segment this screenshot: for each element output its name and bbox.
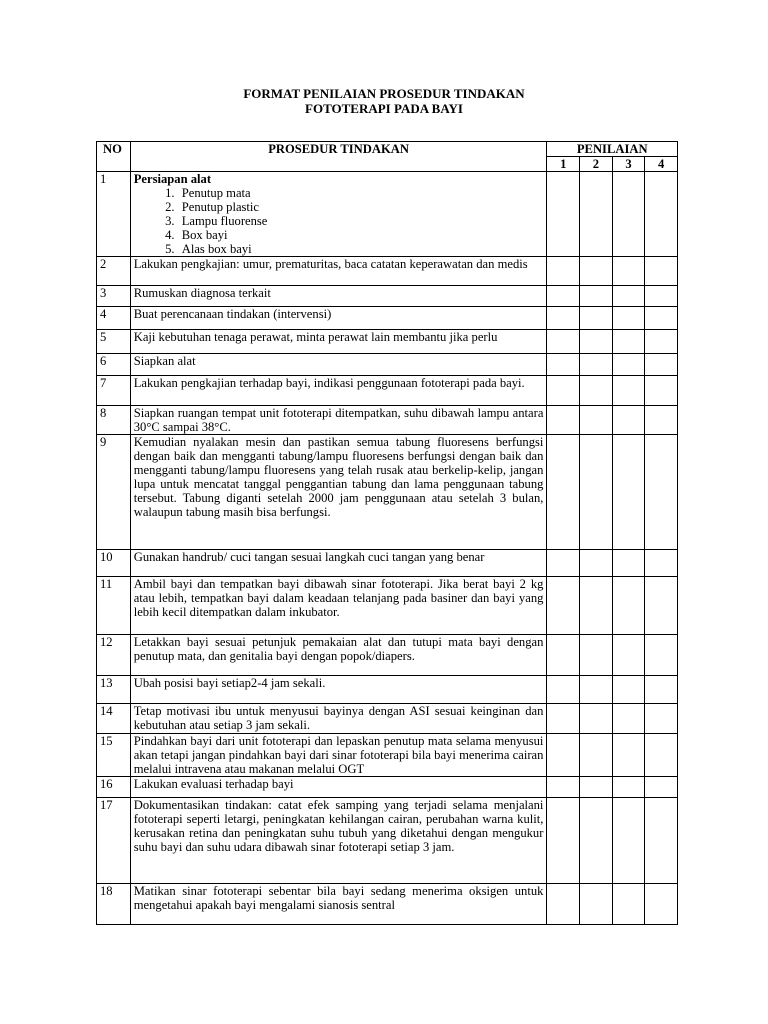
score-cell-1[interactable] xyxy=(547,406,580,435)
procedure-text: Siapkan ruangan tempat unit fototerapi ditempatkan, suhu dibawah lampu antara 30°C sampai 38°C. xyxy=(130,406,547,435)
table-row xyxy=(97,734,678,777)
score-cell-1[interactable] xyxy=(547,798,580,884)
procedure-text: Rumuskan diagnosa terkait xyxy=(130,286,547,307)
score-cell-2[interactable] xyxy=(580,286,613,307)
document-title xyxy=(0,86,768,116)
score-cell-4[interactable] xyxy=(645,577,678,635)
row-number: 5 xyxy=(97,330,131,354)
score-cell-1[interactable] xyxy=(547,777,580,798)
score-cell-3[interactable] xyxy=(612,307,645,330)
score-cell-2[interactable] xyxy=(580,257,613,286)
score-cell-4[interactable] xyxy=(645,550,678,577)
procedure-text: Lakukan evaluasi terhadap bayi xyxy=(130,777,547,798)
row-number: 12 xyxy=(97,635,131,676)
score-cell-1[interactable] xyxy=(547,635,580,676)
tools-heading: Persiapan alat xyxy=(133,172,212,186)
row-number: 14 xyxy=(97,704,131,734)
score-cell-1[interactable] xyxy=(547,884,580,925)
score-cell-3[interactable] xyxy=(612,676,645,704)
row-number: 9 xyxy=(97,435,131,550)
score-cell-2[interactable] xyxy=(580,676,613,704)
table-row xyxy=(97,354,678,376)
score-cell-1[interactable] xyxy=(547,286,580,307)
table-row xyxy=(97,330,678,354)
score-cell-2[interactable] xyxy=(580,376,613,406)
row-number: 16 xyxy=(97,777,131,798)
score-cell-2[interactable] xyxy=(580,777,613,798)
score-cell-2[interactable] xyxy=(580,734,613,777)
score-cell-3[interactable] xyxy=(612,435,645,550)
title-line-2: FOTOTERAPI PADA BAYI xyxy=(305,101,463,116)
procedure-text: Dokumentasikan tindakan: catat efek samping yang terjadi selama menjalani fototerapi seperti letargi, peningkatan kehilangan cairan, perubahan warna kulit, kerusakan retina dan peningkatan suhu tubuh yang diketahui dengan mengukur suhu bayi dan suhu udara dibawah sinar fototerapi setiap 3 jam. xyxy=(130,798,547,884)
procedure-text: Matikan sinar fototerapi sebentar bila bayi sedang menerima oksigen untuk mengetahui apakah bayi mengalami sianosis sentral xyxy=(130,884,547,925)
header-score-4: 4 xyxy=(645,157,678,172)
score-cell-4[interactable] xyxy=(645,172,678,257)
score-cell-1[interactable] xyxy=(547,734,580,777)
header-no: NO xyxy=(97,142,131,172)
procedure-text: Ubah posisi bayi setiap2-4 jam sekali. xyxy=(130,676,547,704)
procedure-text: Letakkan bayi sesuai petunjuk pemakaian alat dan tutupi mata bayi dengan penutup mata, dan genitalia bayi dengan popok/diapers. xyxy=(130,635,547,676)
score-cell-3[interactable] xyxy=(612,734,645,777)
score-cell-3[interactable] xyxy=(612,577,645,635)
score-cell-2[interactable] xyxy=(580,330,613,354)
header-score-2: 2 xyxy=(580,157,613,172)
row-number: 8 xyxy=(97,406,131,435)
score-cell-4[interactable] xyxy=(645,435,678,550)
procedure-text: Siapkan alat xyxy=(130,354,547,376)
tool-item: 5. Alas box bayi xyxy=(178,242,544,256)
score-cell-4[interactable] xyxy=(645,798,678,884)
score-cell-3[interactable] xyxy=(612,406,645,435)
procedure-text: Lakukan pengkajian: umur, prematuritas, baca catatan keperawatan dan medis xyxy=(130,257,547,286)
tool-item: 2. Penutup plastic xyxy=(178,200,544,214)
score-cell-4[interactable] xyxy=(645,354,678,376)
score-cell-1[interactable] xyxy=(547,550,580,577)
score-cell-2[interactable] xyxy=(580,798,613,884)
procedure-text: Gunakan handrub/ cuci tangan sesuai langkah cuci tangan yang benar xyxy=(130,550,547,577)
procedure-text: Kaji kebutuhan tenaga perawat, minta perawat lain membantu jika perlu xyxy=(130,330,547,354)
procedure-cell xyxy=(130,172,547,257)
table-row xyxy=(97,286,678,307)
row-number: 1 xyxy=(97,172,131,257)
table-row xyxy=(97,798,678,884)
tools-list xyxy=(134,186,544,256)
score-cell-1[interactable] xyxy=(547,577,580,635)
header-score-1: 1 xyxy=(547,157,580,172)
score-cell-3[interactable] xyxy=(612,798,645,884)
score-cell-1[interactable] xyxy=(547,704,580,734)
score-cell-4[interactable] xyxy=(645,286,678,307)
tool-item: 4. Box bayi xyxy=(178,228,544,242)
row-number: 10 xyxy=(97,550,131,577)
tool-item: 3. Lampu fluorense xyxy=(178,214,544,228)
table-row xyxy=(97,257,678,286)
procedure-text: Tetap motivasi ibu untuk menyusui bayinya dengan ASI sesuai keinginan dan kebutuhan atau setiap 3 jam sekali. xyxy=(130,704,547,734)
score-cell-4[interactable] xyxy=(645,734,678,777)
tool-item: 1. Penutup mata xyxy=(178,186,544,200)
score-cell-3[interactable] xyxy=(612,376,645,406)
score-cell-1[interactable] xyxy=(547,330,580,354)
score-cell-1[interactable] xyxy=(547,257,580,286)
score-cell-4[interactable] xyxy=(645,884,678,925)
table-row xyxy=(97,577,678,635)
table-row xyxy=(97,172,678,257)
score-cell-2[interactable] xyxy=(580,577,613,635)
score-cell-4[interactable] xyxy=(645,330,678,354)
score-cell-2[interactable] xyxy=(580,172,613,257)
score-cell-1[interactable] xyxy=(547,307,580,330)
row-number: 13 xyxy=(97,676,131,704)
row-number: 17 xyxy=(97,798,131,884)
table-row xyxy=(97,435,678,550)
score-cell-1[interactable] xyxy=(547,376,580,406)
score-cell-2[interactable] xyxy=(580,307,613,330)
score-cell-3[interactable] xyxy=(612,354,645,376)
score-cell-1[interactable] xyxy=(547,354,580,376)
table-row xyxy=(97,884,678,925)
score-cell-1[interactable] xyxy=(547,676,580,704)
assessment-table xyxy=(96,141,678,925)
row-number: 18 xyxy=(97,884,131,925)
score-cell-4[interactable] xyxy=(645,307,678,330)
procedure-text: Ambil bayi dan tempatkan bayi dibawah sinar fototerapi. Jika berat bayi 2 kg atau lebih, tempatkan bayi dalam keadaan telanjang pada basiner dan bayi yang lebih kecil ditempatkan dalam inkubator. xyxy=(130,577,547,635)
score-cell-1[interactable] xyxy=(547,172,580,257)
score-cell-2[interactable] xyxy=(580,550,613,577)
row-number: 15 xyxy=(97,734,131,777)
table-row xyxy=(97,704,678,734)
row-number: 7 xyxy=(97,376,131,406)
table-row xyxy=(97,406,678,435)
score-cell-4[interactable] xyxy=(645,635,678,676)
score-cell-4[interactable] xyxy=(645,406,678,435)
table-row xyxy=(97,376,678,406)
score-cell-2[interactable] xyxy=(580,635,613,676)
title-line-1: FORMAT PENILAIAN PROSEDUR TINDAKAN xyxy=(243,86,525,101)
score-cell-4[interactable] xyxy=(645,257,678,286)
score-cell-3[interactable] xyxy=(612,777,645,798)
score-cell-4[interactable] xyxy=(645,376,678,406)
row-number: 4 xyxy=(97,307,131,330)
score-cell-1[interactable] xyxy=(547,435,580,550)
row-number: 11 xyxy=(97,577,131,635)
header-assessment: PENILAIAN xyxy=(547,142,678,157)
row-number: 3 xyxy=(97,286,131,307)
score-cell-2[interactable] xyxy=(580,704,613,734)
score-cell-3[interactable] xyxy=(612,257,645,286)
procedure-text: Pindahkan bayi dari unit fototerapi dan lepaskan penutup mata selama menyusui akan tetapi jangan pindahkan bayi dari sinar fototerapi bila bayi menerima cairan melalui intravena atau makanan melalui OGT xyxy=(130,734,547,777)
table-row xyxy=(97,777,678,798)
score-cell-3[interactable] xyxy=(612,172,645,257)
score-cell-4[interactable] xyxy=(645,676,678,704)
procedure-text: Kemudian nyalakan mesin dan pastikan semua tabung fluoresens berfungsi dengan baik dan mengganti tabung/lampu fluoresens berfungsi dengan baik dan mengganti tabung/lampu fluoresens yang telah rusak atau berkelip-kelip, jangan lupa untuk mencatat tanggal penggantian tabung dan lama penggunaan tabung tersebut. Tabung diganti setelah 2000 jam penggunaan atau setelah 3 bulan, walaupun tabung masih bisa berfungsi. xyxy=(130,435,547,550)
header-procedure: PROSEDUR TINDAKAN xyxy=(130,142,547,172)
procedure-text: Buat perencanaan tindakan (intervensi) xyxy=(130,307,547,330)
procedure-text: Lakukan pengkajian terhadap bayi, indikasi penggunaan fototerapi pada bayi. xyxy=(130,376,547,406)
score-cell-2[interactable] xyxy=(580,354,613,376)
row-number: 2 xyxy=(97,257,131,286)
score-cell-3[interactable] xyxy=(612,330,645,354)
header-score-3: 3 xyxy=(612,157,645,172)
table-row xyxy=(97,550,678,577)
score-cell-2[interactable] xyxy=(580,406,613,435)
score-cell-2[interactable] xyxy=(580,884,613,925)
score-cell-3[interactable] xyxy=(612,704,645,734)
score-cell-3[interactable] xyxy=(612,884,645,925)
table-row xyxy=(97,635,678,676)
table-row xyxy=(97,676,678,704)
score-cell-3[interactable] xyxy=(612,286,645,307)
row-number: 6 xyxy=(97,354,131,376)
score-cell-3[interactable] xyxy=(612,550,645,577)
score-cell-2[interactable] xyxy=(580,435,613,550)
table-row xyxy=(97,307,678,330)
score-cell-4[interactable] xyxy=(645,704,678,734)
score-cell-4[interactable] xyxy=(645,777,678,798)
score-cell-3[interactable] xyxy=(612,635,645,676)
